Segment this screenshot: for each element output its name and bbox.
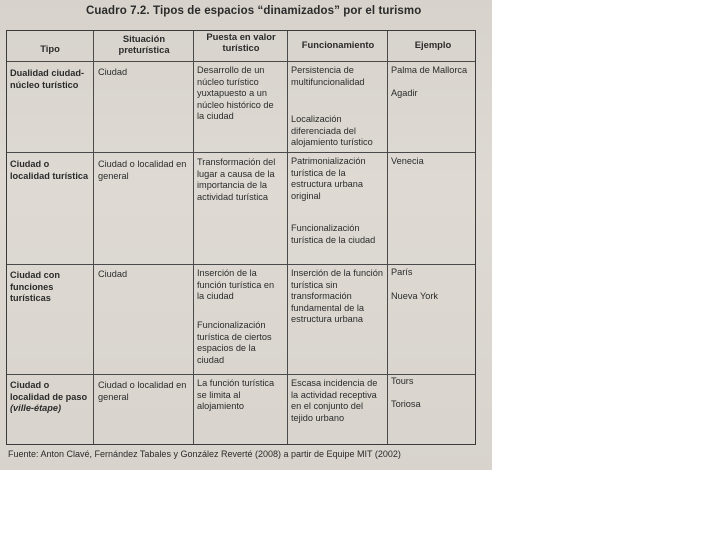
- row4-ejemplo2: Toriosa: [391, 399, 421, 409]
- row1-situacion: Ciudad: [98, 67, 128, 77]
- row4-tipo-text: Ciudad o localidad de paso: [10, 380, 88, 402]
- row2-situacion: Ciudad o localidad en general: [98, 159, 187, 181]
- types-table: [6, 30, 476, 445]
- row4-puesta: La función turística se limita al alojamiento: [197, 378, 275, 411]
- source-footnote: Fuente: Anton Clavé, Fernández Tabales y González Reverté (2008) a partir de Equipe MIT (2002): [8, 449, 401, 459]
- table-title: Cuadro 7.2. Tipos de espacios “dinamizados” por el turismo: [86, 5, 422, 17]
- row1-puesta: Desarrollo de un núcleo turístico yuxtapuesto a un núcleo histórico de la ciudad: [197, 65, 274, 121]
- row2-ejemplo1: Venecia: [391, 156, 424, 166]
- row3-puesta2: Funcionalización turística de ciertos espacios de la ciudad: [197, 320, 272, 365]
- column-divider: [287, 31, 288, 444]
- row1-ejemplo2: Agadir: [391, 88, 418, 98]
- row3-ejemplo2: Nueva York: [391, 291, 438, 301]
- row2-tipo: Ciudad o localidad turística: [10, 159, 89, 181]
- row1-tipo: Dualidad ciudad-núcleo turístico: [10, 68, 85, 90]
- row4-ejemplo1: Tours: [391, 376, 414, 386]
- row3-puesta1: Inserción de la función turística en la ciudad: [197, 268, 275, 301]
- row2-func1: Patrimonialización turística de la estructura urbana original: [291, 156, 366, 201]
- header-situacion: Situación preturística: [118, 33, 170, 55]
- row1-func1: Persistencia de multifuncionalidad: [291, 65, 365, 87]
- header-tipo: Tipo: [40, 43, 60, 54]
- row3-situacion: Ciudad: [98, 269, 128, 279]
- row3-ejemplo1: París: [391, 267, 413, 277]
- row1-func2: Localización diferenciada del alojamiento turístico: [291, 114, 373, 147]
- row4-tipo: [10, 380, 91, 415]
- row4-func1: Escasa incidencia de la actividad receptiva en el conjunto del tejido urbano: [291, 378, 378, 423]
- header-funcionamiento: Funcionamiento: [301, 39, 375, 50]
- row-divider: [7, 61, 475, 62]
- column-divider: [387, 31, 388, 444]
- row-divider: [7, 264, 475, 265]
- header-puesta: Puesta en valor turístico: [206, 31, 276, 53]
- row4-situacion: Ciudad o localidad en general: [98, 380, 187, 402]
- row3-func1: Inserción de la función turística sin transformación fundamental de la estructura urbana: [291, 268, 383, 324]
- row2-puesta: Transformación del lugar a causa de la importancia de la actividad turística: [197, 157, 276, 202]
- row-divider: [7, 152, 475, 153]
- row-divider: [7, 374, 475, 375]
- column-divider: [193, 31, 194, 444]
- header-ejemplo: Ejemplo: [414, 39, 452, 50]
- row4-tipo-extra: (ville-étape): [10, 403, 62, 413]
- column-divider: [93, 31, 94, 444]
- row1-ejemplo1: Palma de Mallorca: [391, 65, 468, 75]
- row3-tipo: Ciudad con funciones turísticas: [10, 270, 61, 303]
- row2-func2: Funcionalización turística de la ciudad: [291, 223, 376, 245]
